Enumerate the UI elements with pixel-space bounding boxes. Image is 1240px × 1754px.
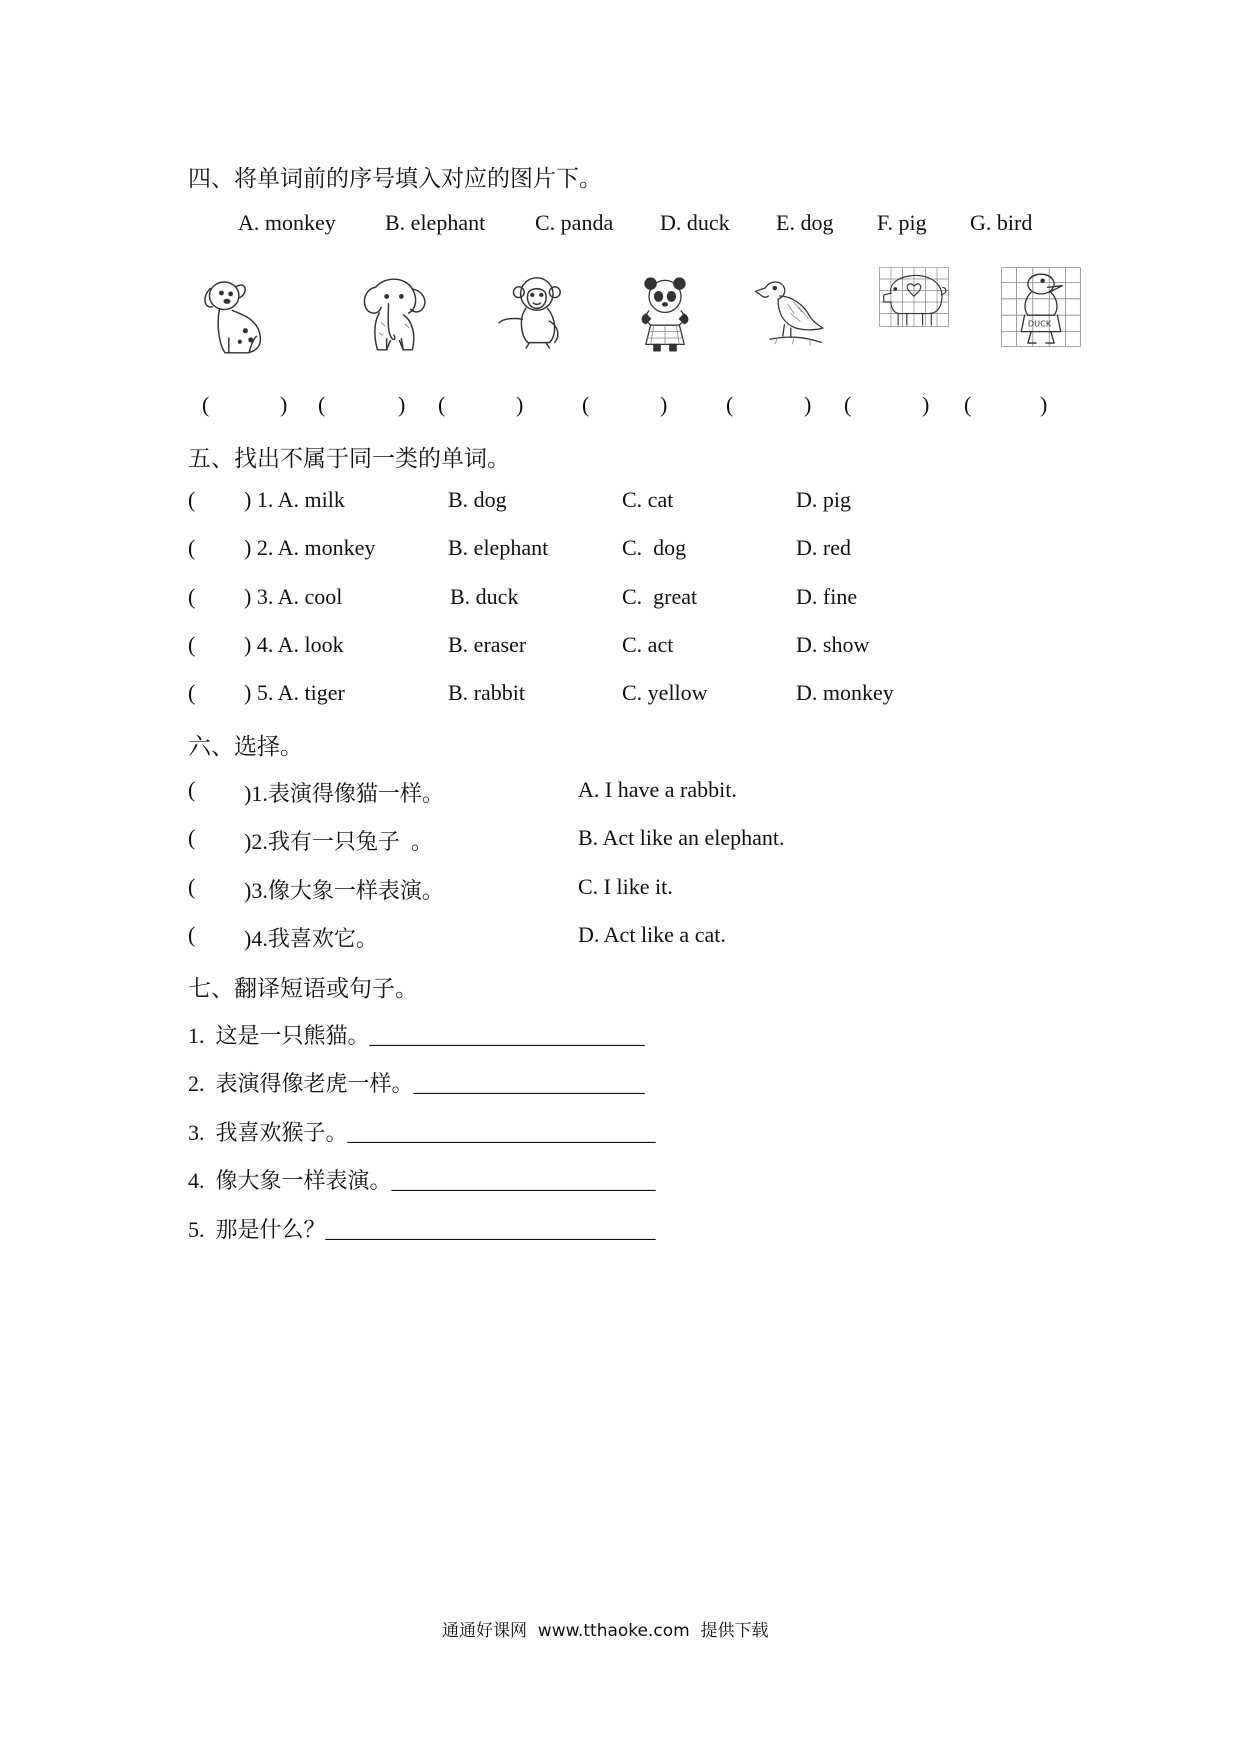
option-a: ) 1. A. milk bbox=[244, 487, 345, 512]
option-a: ) 4. A. look bbox=[244, 632, 344, 657]
elephant-picture bbox=[348, 266, 440, 360]
answer-bracket-close: ) bbox=[1040, 392, 1048, 417]
svg-text:DUCK: DUCK bbox=[1027, 318, 1052, 329]
duck-picture bbox=[1000, 264, 1082, 350]
option-d: D. red bbox=[796, 535, 851, 560]
option-a: ) 5. A. tiger bbox=[244, 680, 345, 705]
answer-bracket-open[interactable]: ( bbox=[964, 392, 972, 417]
answer-bracket-close: ) bbox=[922, 392, 930, 417]
answer-bracket[interactable]: ( bbox=[188, 680, 196, 705]
bird-picture bbox=[740, 272, 832, 352]
word-option: D. duck bbox=[660, 210, 730, 235]
option-b: B. elephant bbox=[448, 535, 549, 560]
option-d: D. monkey bbox=[796, 680, 894, 705]
answer-bracket-close: ) bbox=[280, 392, 288, 417]
option-c: C. great bbox=[622, 584, 698, 609]
option-b: B. eraser bbox=[448, 632, 527, 657]
word-option: A. monkey bbox=[238, 210, 336, 235]
answer-bracket[interactable]: ( bbox=[188, 777, 196, 802]
answer-bracket[interactable]: ( bbox=[188, 584, 196, 609]
answer-bracket[interactable]: ( bbox=[188, 487, 196, 512]
dog-picture bbox=[192, 268, 284, 364]
panda-picture bbox=[625, 268, 705, 360]
answer-bracket-open[interactable]: ( bbox=[844, 392, 852, 417]
word-option: G. bird bbox=[970, 210, 1033, 235]
word-option: F. pig bbox=[877, 210, 927, 235]
answer-bracket[interactable]: ( bbox=[188, 922, 196, 947]
answer-bracket-open[interactable]: ( bbox=[318, 392, 326, 417]
option-c: C. yellow bbox=[622, 680, 708, 705]
answer-bracket-open[interactable]: ( bbox=[202, 392, 210, 417]
answer-bracket-close: ) bbox=[804, 392, 812, 417]
option-b: B. duck bbox=[450, 584, 519, 609]
chinese-sentence: )4.我喜欢它。 bbox=[244, 926, 378, 951]
option-a: ) 3. A. cool bbox=[244, 584, 343, 609]
translation-item[interactable]: 3. 我喜欢猴子。____________________________ bbox=[188, 1120, 656, 1145]
section-7-heading: 七、翻译短语或句子。 bbox=[188, 976, 418, 1001]
chinese-sentence: )3.像大象一样表演。 bbox=[244, 878, 444, 903]
answer-bracket-close: ) bbox=[516, 392, 524, 417]
answer-bracket-close: ) bbox=[398, 392, 406, 417]
option-d: D. pig bbox=[796, 487, 851, 512]
translation-item[interactable]: 1. 这是一只熊猫。_________________________ bbox=[188, 1023, 645, 1048]
section-5-heading: 五、找出不属于同一类的单词。 bbox=[188, 446, 510, 471]
option-d: D. fine bbox=[796, 584, 858, 609]
english-sentence: B. Act like an elephant. bbox=[578, 825, 785, 850]
answer-bracket[interactable]: ( bbox=[188, 535, 196, 560]
word-option: E. dog bbox=[776, 210, 834, 235]
footer-source: 通通好课网 www.tthaoke.com 提供下载 bbox=[442, 1621, 769, 1641]
answer-bracket[interactable]: ( bbox=[188, 632, 196, 657]
option-c: C. dog bbox=[622, 535, 687, 560]
option-b: B. dog bbox=[448, 487, 507, 512]
chinese-sentence: )2.我有一只兔子 。 bbox=[244, 829, 433, 854]
section-6-heading: 六、选择。 bbox=[188, 734, 303, 759]
english-sentence: A. I have a rabbit. bbox=[578, 777, 737, 802]
answer-bracket[interactable]: ( bbox=[188, 825, 196, 850]
option-c: C. act bbox=[622, 632, 674, 657]
word-option: C. panda bbox=[535, 210, 614, 235]
answer-bracket-open[interactable]: ( bbox=[582, 392, 590, 417]
answer-bracket[interactable]: ( bbox=[188, 874, 196, 899]
english-sentence: C. I like it. bbox=[578, 874, 673, 899]
translation-item[interactable]: 4. 像大象一样表演。________________________ bbox=[188, 1168, 656, 1193]
chinese-sentence: )1.表演得像猫一样。 bbox=[244, 781, 444, 806]
option-b: B. rabbit bbox=[448, 680, 525, 705]
option-a: ) 2. A. monkey bbox=[244, 535, 376, 560]
option-c: C. cat bbox=[622, 487, 674, 512]
english-sentence: D. Act like a cat. bbox=[578, 922, 726, 947]
section-4-heading: 四、将单词前的序号填入对应的图片下。 bbox=[188, 166, 602, 191]
answer-bracket-open[interactable]: ( bbox=[438, 392, 446, 417]
translation-item[interactable]: 5. 那是什么？______________________________ bbox=[188, 1217, 656, 1242]
pig-picture bbox=[872, 266, 956, 338]
answer-bracket-open[interactable]: ( bbox=[726, 392, 734, 417]
word-option: B. elephant bbox=[385, 210, 486, 235]
option-d: D. show bbox=[796, 632, 870, 657]
answer-bracket-close: ) bbox=[660, 392, 668, 417]
monkey-picture bbox=[490, 266, 580, 358]
translation-item[interactable]: 2. 表演得像老虎一样。_____________________ bbox=[188, 1071, 645, 1096]
